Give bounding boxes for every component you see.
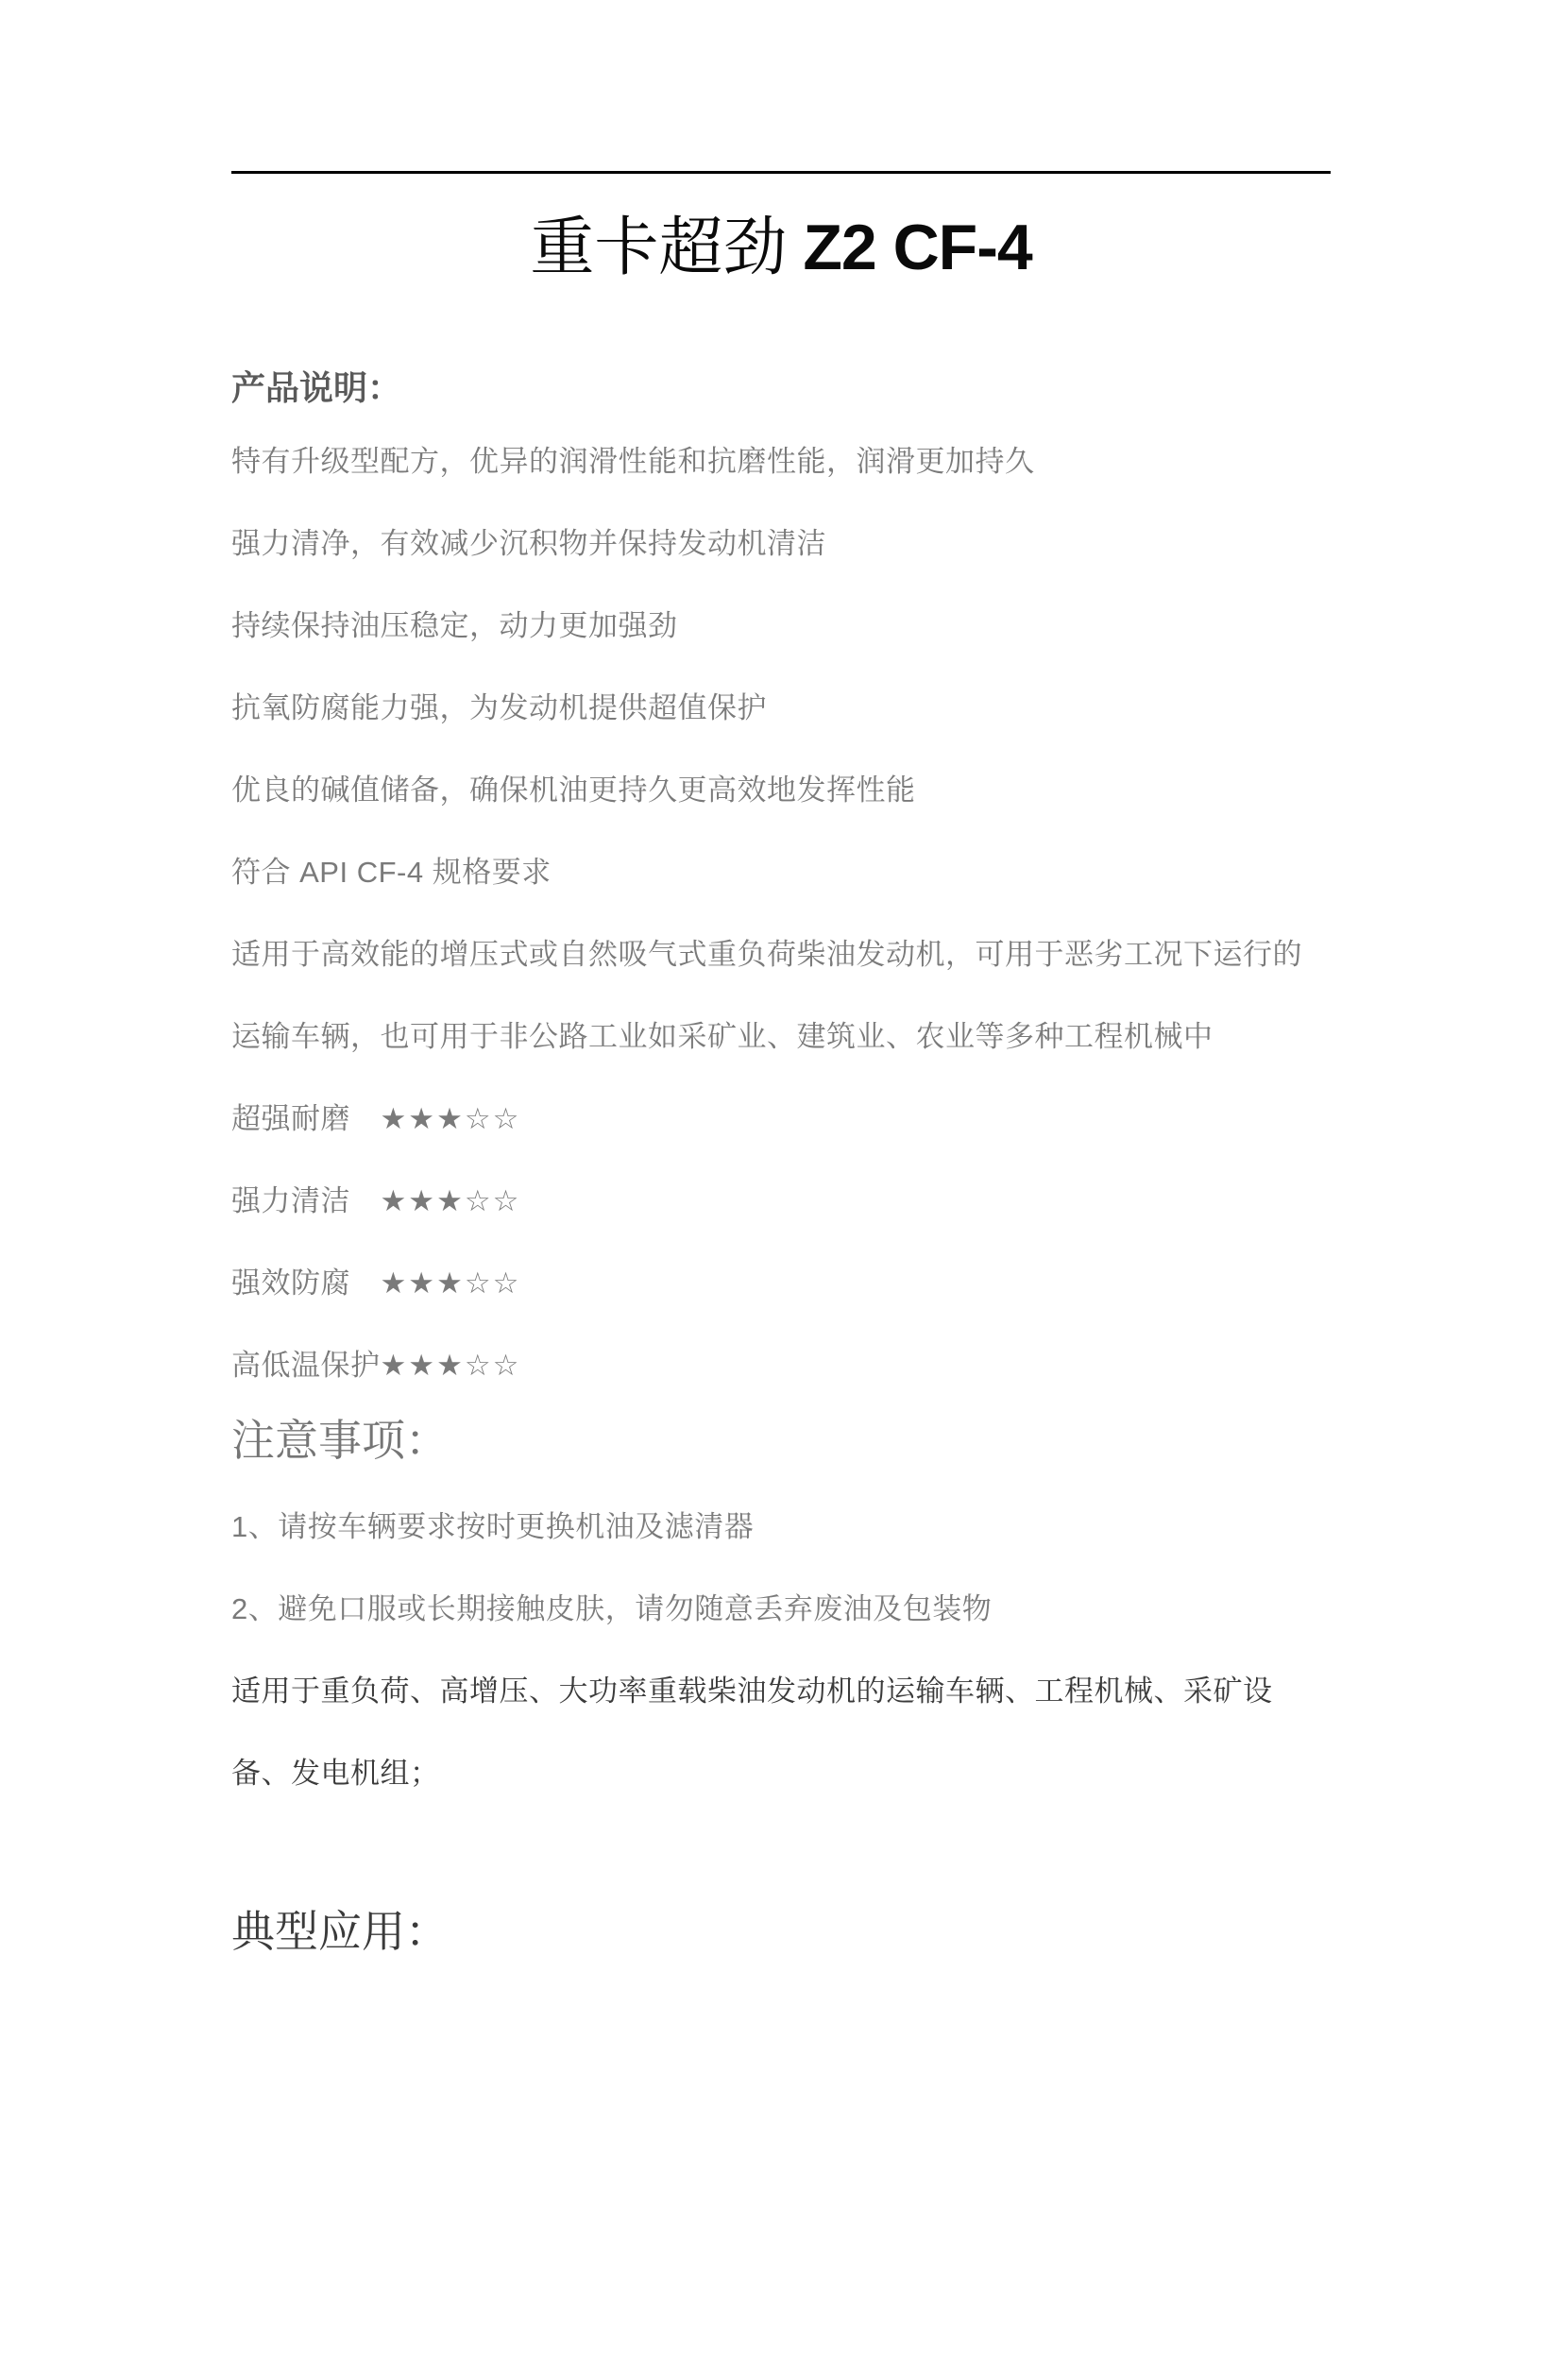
notes-list — [231, 1486, 1331, 1650]
rating-row — [231, 1160, 1331, 1242]
document-page — [0, 171, 1562, 2380]
rating-row — [231, 1242, 1331, 1324]
paragraph: 持续保持油压稳定，动力更加强劲 — [231, 609, 678, 642]
emphasis-paragraph: 适用于重负荷、高增压、大功率重载柴油发动机的运输车辆、工程机械、采矿设备、发电机组； — [231, 1674, 1273, 1790]
product-desc-heading: 产品说明： — [231, 368, 402, 407]
page-title-chinese: 重卡超劲 — [530, 212, 804, 283]
emphasis-block — [231, 1650, 1331, 1814]
product-desc-body — [231, 420, 1331, 1406]
paragraph: 优良的碱值储备，确保机油更持久更高效地发挥性能 — [231, 774, 916, 807]
rating-stars: ★★★☆☆ — [380, 1102, 521, 1135]
top-divider-rule — [231, 171, 1331, 174]
document-content — [0, 171, 1562, 1961]
paragraph: 特有升级型配方，优异的润滑性能和抗磨性能，润滑更加持久 — [231, 445, 1035, 478]
rating-stars: ★★★☆☆ — [380, 1349, 521, 1382]
rating-row — [231, 1078, 1331, 1160]
rating-label: 高低温保护 — [231, 1349, 381, 1382]
rating-row — [231, 1324, 1331, 1406]
rating-label: 超强耐磨 — [231, 1102, 381, 1135]
paragraph: 强力清净，有效减少沉积物并保持发动机清洁 — [231, 527, 826, 560]
note-item: 1、请按车辆要求按时更换机油及滤清器 — [231, 1510, 755, 1543]
notes-heading: 注意事项： — [231, 1416, 449, 1465]
page-title-latin: Z2 CF-4 — [803, 212, 1032, 283]
note-item: 2、避免口服或长期接触皮肤，请勿随意丢弃废油及包装物 — [231, 1592, 993, 1625]
rating-stars: ★★★☆☆ — [380, 1266, 521, 1300]
paragraph: 适用于高效能的增压式或自然吸气式重负荷柴油发动机，可用于恶劣工况下运行的运输车辆，也可用于非公路工业如采矿业、建筑业、农业等多种工程机械中 — [231, 938, 1302, 1053]
paragraph: 符合 API CF-4 规格要求 — [231, 856, 552, 889]
rating-stars: ★★★☆☆ — [380, 1184, 521, 1217]
page-title — [231, 208, 1331, 287]
paragraph: 抗氧防腐能力强，为发动机提供超值保护 — [231, 691, 767, 724]
rating-label: 强力清洁 — [231, 1184, 381, 1217]
rating-label: 强效防腐 — [231, 1266, 381, 1300]
typical-apps-heading: 典型应用： — [231, 1907, 449, 1956]
